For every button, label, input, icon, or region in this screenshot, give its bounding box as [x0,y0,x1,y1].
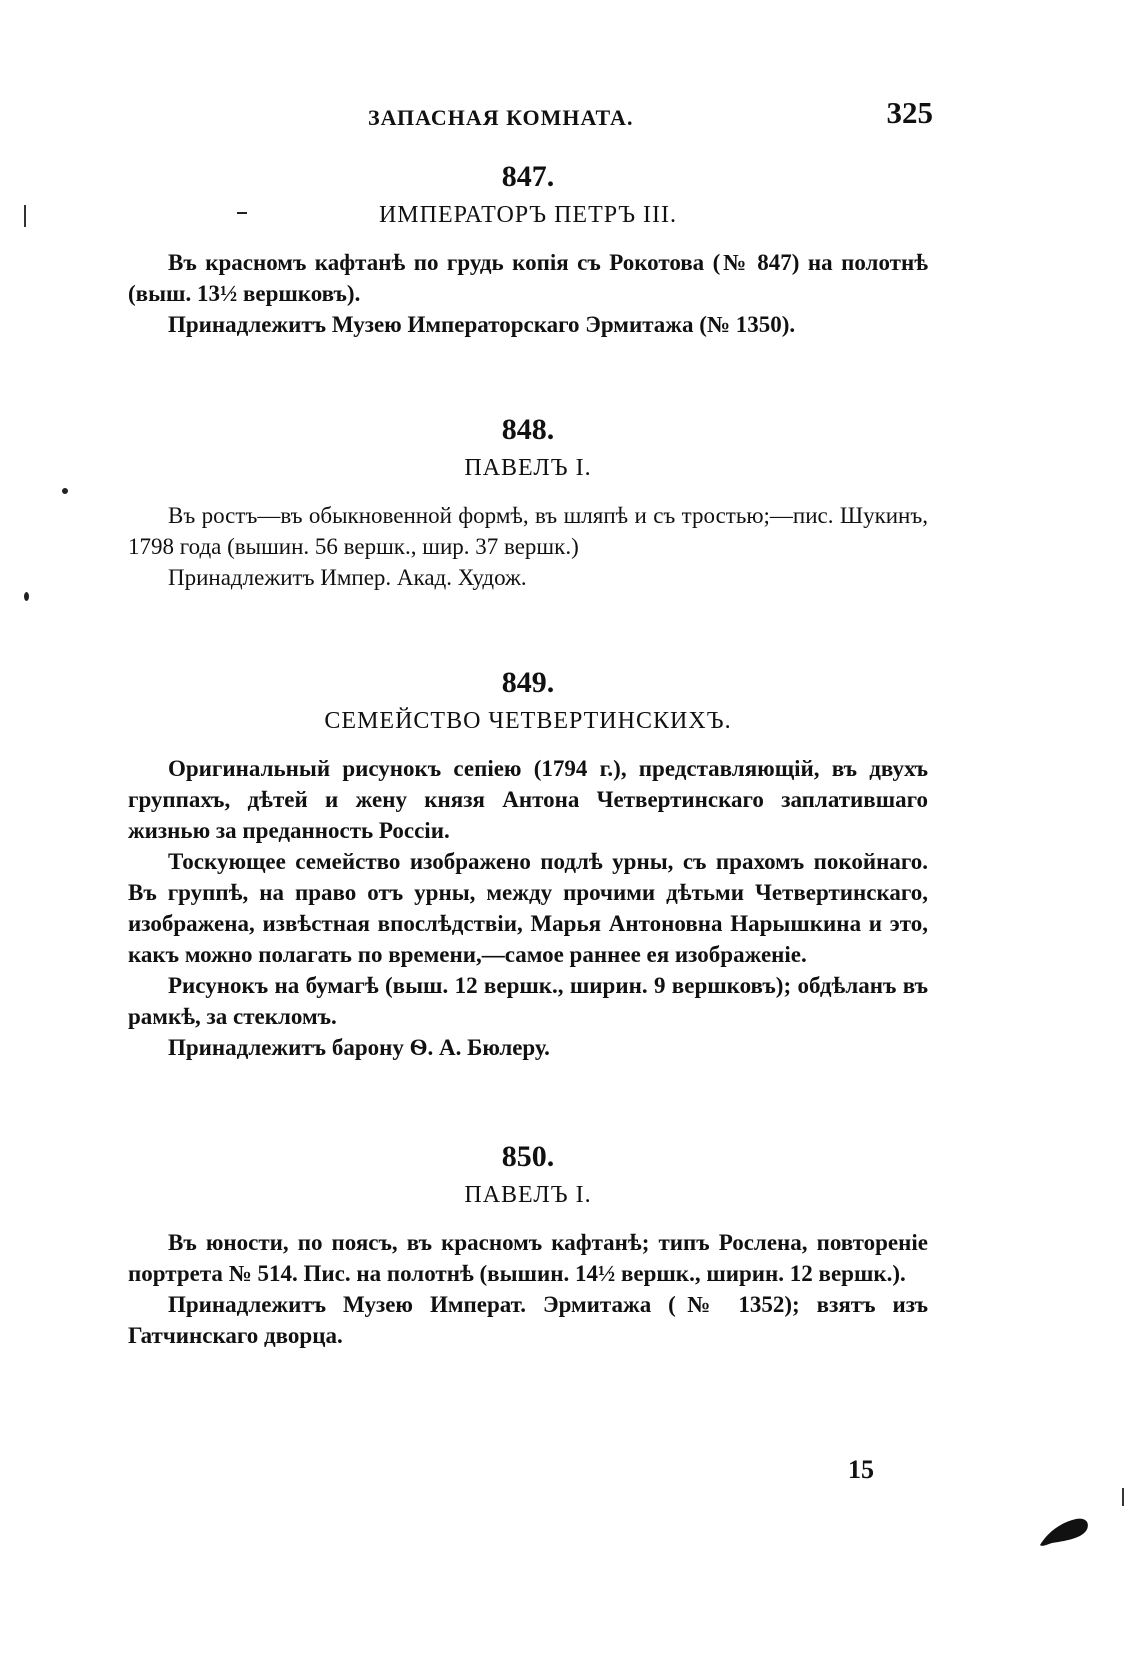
margin-mark [24,205,26,227]
entry-paragraph: Въ юности, по поясъ, въ красномъ кафтанѣ; типъ Рослена, повтореніе портрета № 514. Пис. на полотнѣ (вышин. 14½ вершк., ширин. 12 вершк.). [128,1230,928,1286]
entry-paragraph: Тоскующее семейство изображено подлѣ урны, съ прахомъ покойнаго. Въ группѣ, на право отъ урны, между прочими дѣтьми Четвертинскаго, изображена, извѣстная впослѣдствіи, Марья Антоновна Нарышкина и это, какъ можно полагать по времени,—самое раннее ея изображеніе. [128,849,928,967]
running-head [128,95,933,135]
entry-paragraph: Принадлежитъ Импер. Акад. Худож. [168,565,527,590]
ink-speck [24,592,29,601]
entry-number: 850. [501,1140,555,1173]
catalog-entry [128,1137,928,1351]
entry-title: ИМПЕРАТОРЪ ПЕТРЪ III. [378,202,678,228]
margin-mark [1122,1488,1124,1506]
entry-title: СЕМЕЙСТВО ЧЕТВЕРТИНСКИХЪ. [324,708,732,734]
ink-blot-icon [1036,1515,1092,1549]
ink-speck [237,212,247,214]
page-number: 325 [886,95,933,130]
ink-speck [62,488,68,494]
entry-paragraph: Въ ростъ—въ обыкновенной формѣ, въ шляпѣ и съ тростью;—пис. Шукинъ, 1798 года (вышин. 56 вершк., шир. 37 вершк.) [128,503,928,559]
entry-paragraph: Принадлежитъ Музею Императ. Эрмитажа (№ 1352); взятъ изъ Гатчинскаго дворца. [128,1292,928,1348]
catalog-entry [128,663,928,1063]
entry-number: 847. [501,160,555,193]
entry-number: 849. [501,666,555,699]
signature-mark: 15 [848,1455,874,1484]
entry-title: ПАВЕЛЪ I. [464,1182,592,1208]
entry-paragraph: Въ красномъ кафтанѣ по грудь копія съ Рокотова (№ 847) на полотнѣ (выш. 13½ вершковъ). [128,250,928,306]
entry-title: ПАВЕЛЪ I. [464,455,592,481]
entry-paragraph: Принадлежитъ барону Ѳ. А. Бюлеру. [168,1035,550,1060]
catalog-entry [128,410,928,593]
entry-paragraph: Рисунокъ на бумагѣ (выш. 12 вершк., ширин. 9 вершковъ); обдѣланъ въ рамкѣ, за стекломъ. [128,973,928,1029]
catalog-entry [128,157,928,340]
running-title: ЗАПАСНАЯ КОМНАТА. [368,105,634,130]
entry-paragraph: Принадлежитъ Музею Императорскаго Эрмитажа (№ 1350). [168,312,796,337]
entry-paragraph: Оригинальный рисунокъ сепіею (1794 г.), представляющій, въ двухъ группахъ, дѣтей и жену князя Антона Четвертинскаго заплатившаго жизнью за преданность Россіи. [128,756,928,843]
entry-number: 848. [501,413,555,446]
page-body [128,95,933,1351]
